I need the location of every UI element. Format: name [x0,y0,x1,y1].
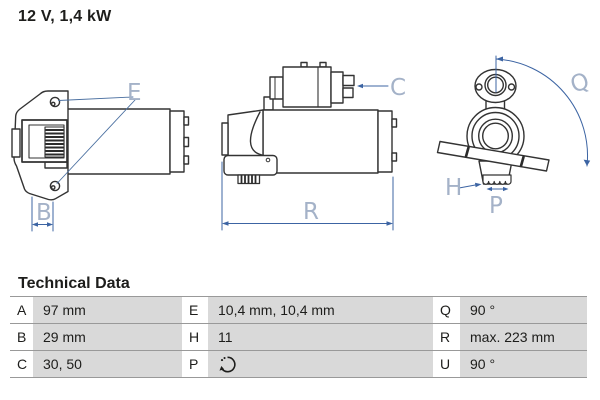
param-value: 90 ° [460,297,587,324]
param-value: 11 [208,324,433,351]
rotation-direction-icon [218,355,237,374]
side-view-flange [12,80,189,231]
label-h: H [445,175,463,201]
dimension-p [487,187,509,191]
pinion-teeth [483,175,511,184]
param-value [208,351,433,378]
param-value: 90 ° [460,351,587,378]
motor-body [263,110,378,173]
table-row [10,297,587,324]
param-key: U [433,351,460,378]
label-r: R [303,199,319,225]
param-value: 97 mm [33,297,182,324]
label-c: C [390,75,407,101]
param-key: B [10,324,33,351]
param-value: max. 223 mm [460,324,587,351]
technical-data-section [0,270,600,378]
param-key: R [433,324,460,351]
terminal-30 [343,76,354,86]
terminal-50 [343,88,353,98]
dimension-c [357,84,388,88]
pinion-grille [45,127,64,157]
solenoid [283,67,331,107]
param-value: 10,4 mm, 10,4 mm [208,297,433,324]
param-value: 30, 50 [33,351,182,378]
param-key: C [10,351,33,378]
dimension-h [459,183,482,188]
product-title: 12 V, 1,4 kW [18,8,112,25]
section-heading: Technical Data [18,275,130,292]
pinion-gear [238,175,260,184]
label-q: Q [567,68,593,99]
table-row [10,324,587,351]
starter-end-view [438,56,593,219]
param-key: H [182,324,208,351]
label-b: B [36,200,52,226]
param-key: P [182,351,208,378]
side-view-solenoid [222,63,406,231]
label-e: E [127,80,142,106]
label-p: P [489,193,503,219]
technical-data-table [10,296,587,378]
param-value: 29 mm [33,324,182,351]
param-key: A [10,297,33,324]
param-key: Q [433,297,460,324]
param-key: E [182,297,208,324]
table-row [10,351,587,378]
